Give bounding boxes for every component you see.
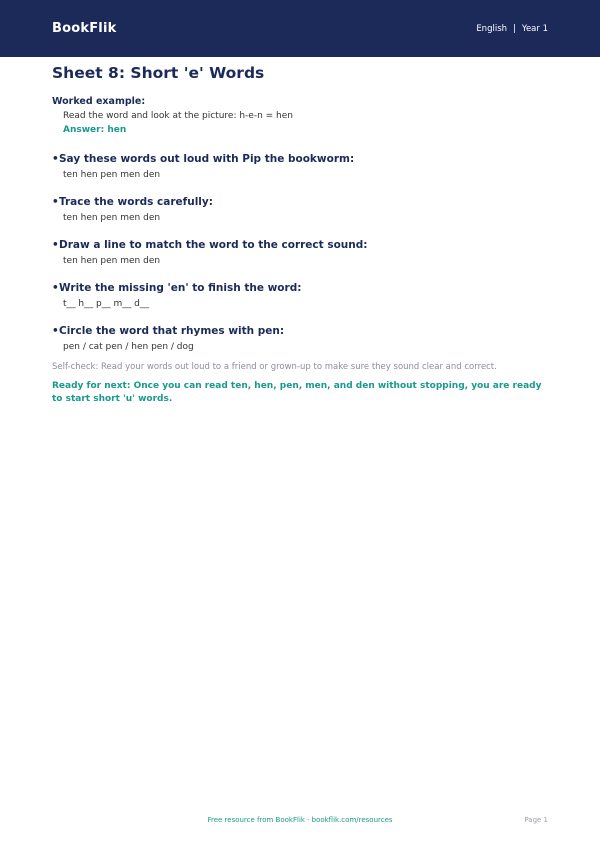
task-body: pen / cat pen / hen pen / dog	[63, 342, 194, 352]
task-heading: Write the missing 'en' to finish the word:	[59, 282, 302, 294]
footer-resource-link[interactable]: Free resource from BookFlik · bookflik.com/resources	[207, 816, 393, 824]
bullet-icon: •	[52, 325, 59, 337]
task-heading: Say these words out loud with Pip the bookworm:	[59, 153, 355, 165]
brand-logo-text[interactable]: BookFlik	[52, 21, 117, 36]
task-say-words	[52, 153, 552, 180]
bullet-icon: •	[52, 282, 59, 294]
header-meta	[476, 24, 548, 34]
meta-separator: |	[513, 23, 516, 34]
worked-example-answer: Answer: hen	[63, 125, 127, 135]
task-heading: Draw a line to match the word to the correct sound:	[59, 239, 368, 251]
header-bar	[0, 0, 600, 57]
year-label: Year 1	[521, 23, 548, 34]
worked-example	[52, 96, 552, 135]
task-body: ten hen pen men den	[63, 170, 161, 180]
worked-example-label: Worked example:	[52, 96, 146, 107]
bullet-icon: •	[52, 239, 59, 251]
worked-example-text: Read the word and look at the picture: h-e-n = hen	[63, 111, 293, 121]
task-body: t__ h__ p__ m__ d__	[63, 299, 149, 309]
task-circle-rhyme	[52, 325, 552, 352]
task-heading: Trace the words carefully:	[59, 196, 213, 208]
self-check-note: Self-check: Read your words out loud to a friend or grown-up to make sure they sound clear and correct.	[52, 362, 497, 372]
sheet-content	[52, 64, 552, 406]
ready-for-next-note: Ready for next: Once you can read ten, hen, pen, men, and den without stopping, you are ready to start short 'u' words.	[52, 381, 542, 405]
bullet-icon: •	[52, 196, 59, 208]
task-heading: Circle the word that rhymes with pen:	[59, 325, 285, 337]
page-title: Sheet 8: Short 'e' Words	[52, 64, 265, 82]
subject-label: English	[476, 23, 508, 34]
task-match-sound	[52, 239, 552, 266]
page-number: Page 1	[524, 816, 548, 824]
task-missing-letters	[52, 282, 552, 309]
page-footer	[52, 816, 548, 828]
bullet-icon: •	[52, 153, 59, 165]
task-body: ten hen pen men den	[63, 213, 161, 223]
task-body: ten hen pen men den	[63, 256, 161, 266]
task-trace-words	[52, 196, 552, 223]
